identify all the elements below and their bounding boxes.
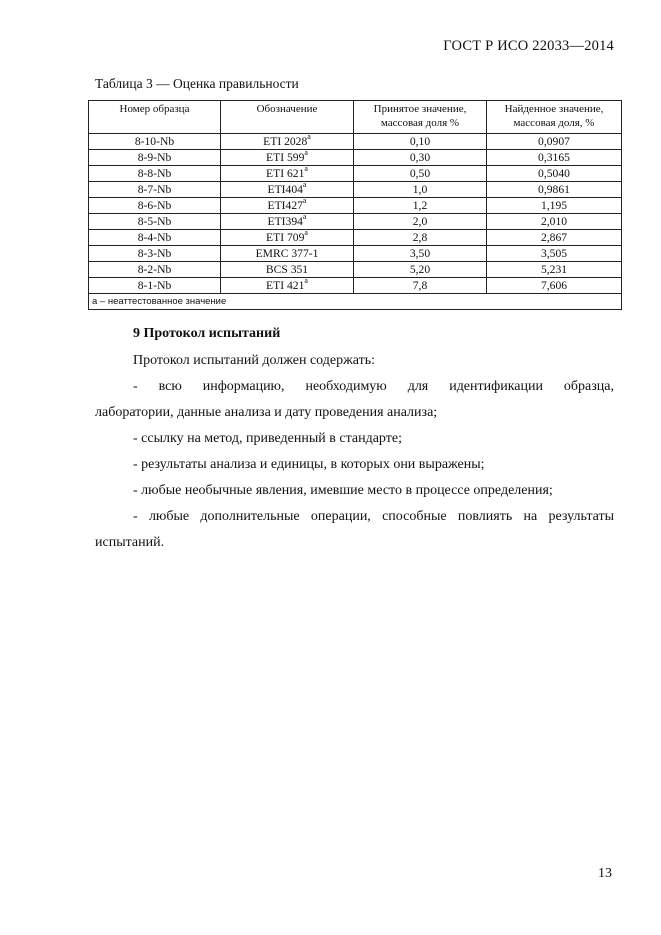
table-row: [89, 214, 622, 230]
designation-cell: ETI404$^a$: [221, 182, 354, 198]
sample-cell: 8-1-Nb: [89, 278, 221, 294]
designation-cell: ETI 421$^a$: [221, 278, 354, 294]
column-header: Найденное значение, массовая доля, %: [487, 101, 622, 134]
accepted-value-cell: 0,30: [354, 150, 487, 166]
designation-cell: ETI394$^a$: [221, 214, 354, 230]
sample-cell: 8-10-Nb: [89, 134, 221, 150]
accepted-value-cell: 0,10: [354, 134, 487, 150]
accuracy-table: [88, 100, 622, 310]
accepted-value-cell: 0,50: [354, 166, 487, 182]
designation-cell: ETI 599$^a$: [221, 150, 354, 166]
sample-cell: 8-5-Nb: [89, 214, 221, 230]
table-header-row: [89, 101, 622, 134]
list-item: - ссылку на метод, приведенный в стандарте;: [133, 431, 402, 446]
list-item-line: лаборатории, данные анализа и дату проведения анализа;: [95, 405, 438, 420]
table-footnote: а – неаттестованное значение: [89, 294, 622, 310]
footnote-mark: a: [304, 228, 308, 237]
footnote-mark: a: [304, 164, 308, 173]
designation-cell: ETI 621$^a$: [221, 166, 354, 182]
designation-cell: BCS 351: [221, 262, 354, 278]
table-row: [89, 198, 622, 214]
sample-cell: 8-9-Nb: [89, 150, 221, 166]
accepted-value-cell: 2,8: [354, 230, 487, 246]
found-value-cell: 0,5040: [487, 166, 622, 182]
footnote-mark: a: [302, 196, 307, 205]
sample-cell: 8-6-Nb: [89, 198, 221, 214]
accepted-value-cell: 7,8: [354, 278, 487, 294]
found-value-cell: 1,195: [487, 198, 622, 214]
footnote-mark: a: [302, 212, 307, 221]
table-row: [89, 166, 622, 182]
found-value-cell: 2,010: [487, 214, 622, 230]
footnote-mark: a: [307, 132, 311, 141]
footnote-mark: a: [304, 276, 308, 285]
footnote-mark: a: [302, 180, 307, 189]
column-header: Обозначение: [221, 101, 354, 134]
document-header: ГОСТ Р ИСО 22033—2014: [443, 38, 614, 54]
list-item-line: - всю информацию, необходимую для идентификации образца,: [133, 379, 614, 394]
table-row: [89, 182, 622, 198]
table-caption: Таблица 3 — Оценка правильности: [95, 76, 299, 91]
sample-cell: 8-3-Nb: [89, 246, 221, 262]
page-number: 13: [598, 866, 612, 881]
designation-cell: ETI 709$^a$: [221, 230, 354, 246]
accepted-value-cell: 5,20: [354, 262, 487, 278]
found-value-cell: 0,0907: [487, 134, 622, 150]
accepted-value-cell: 1,2: [354, 198, 487, 214]
column-header: Принятое значение, массовая доля %: [354, 101, 487, 134]
table-row: [89, 134, 622, 150]
accepted-value-cell: 2,0: [354, 214, 487, 230]
list-item: - результаты анализа и единицы, в которых они выражены;: [133, 457, 485, 472]
intro-paragraph: Протокол испытаний должен содержать:: [133, 353, 376, 368]
table-footnote-row: [89, 294, 622, 310]
accepted-value-cell: 1,0: [354, 182, 487, 198]
accepted-value-cell: 3,50: [354, 246, 487, 262]
sample-cell: 8-7-Nb: [89, 182, 221, 198]
designation-cell: ETI427$^a$: [221, 198, 354, 214]
column-header: Номер образца: [89, 101, 221, 134]
found-value-cell: 3,505: [487, 246, 622, 262]
footnote-mark: a: [304, 148, 308, 157]
found-value-cell: 5,231: [487, 262, 622, 278]
sample-cell: 8-4-Nb: [89, 230, 221, 246]
found-value-cell: 0,9861: [487, 182, 622, 198]
sample-cell: 8-8-Nb: [89, 166, 221, 182]
list-item-line: испытаний.: [95, 535, 165, 550]
section-body: [95, 348, 614, 556]
table-row: [89, 278, 622, 294]
found-value-cell: 2,867: [487, 230, 622, 246]
table-row: [89, 262, 622, 278]
table-row: [89, 230, 622, 246]
table-row: [89, 246, 622, 262]
section-title: 9 Протокол испытаний: [133, 326, 281, 341]
designation-cell: EMRC 377-1: [221, 246, 354, 262]
found-value-cell: 0,3165: [487, 150, 622, 166]
sample-cell: 8-2-Nb: [89, 262, 221, 278]
found-value-cell: 7,606: [487, 278, 622, 294]
designation-cell: ETI 2028$^a$: [221, 134, 354, 150]
list-item: - любые необычные явления, имевшие место в процессе определения;: [133, 483, 553, 498]
table-row: [89, 150, 622, 166]
list-item-line: - любые дополнительные операции, способные повлиять на результаты: [133, 509, 614, 524]
